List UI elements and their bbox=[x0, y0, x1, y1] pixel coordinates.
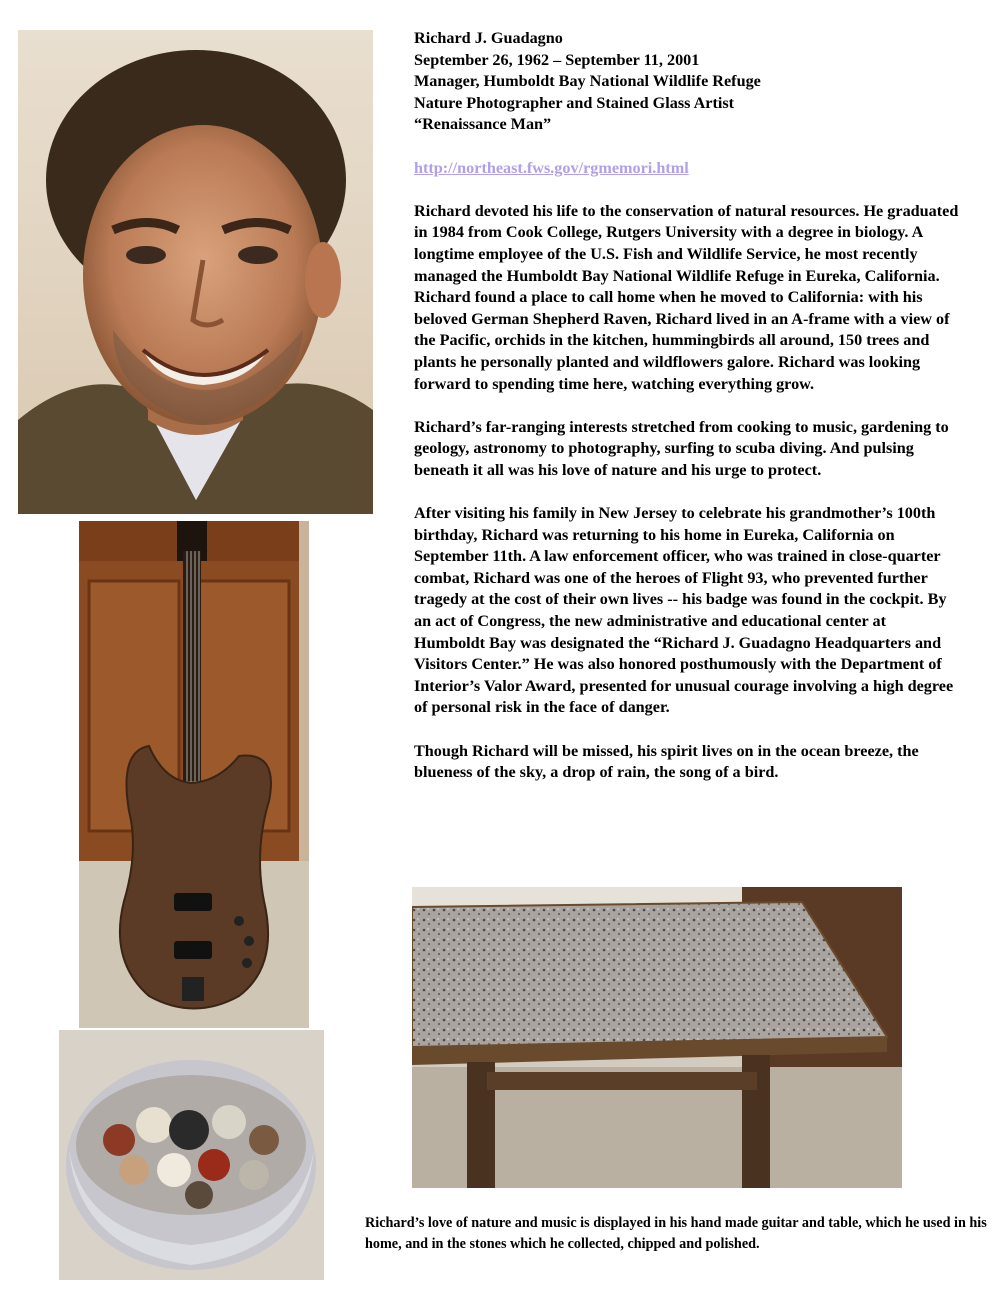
memorial-link[interactable]: http://northeast.fws.gov/rgmemori.html bbox=[414, 158, 689, 177]
paragraph-closing: Though Richard will be missed, his spirit lives on in the ocean breeze, the blueness of the sky, a drop of rain, the song of a bird. bbox=[414, 741, 919, 782]
tile-table-photo bbox=[412, 887, 902, 1188]
bass-guitar-photo bbox=[79, 521, 309, 1028]
person-name: Richard J. Guadagno bbox=[414, 29, 563, 47]
arts-line: Nature Photographer and Stained Glass Artist bbox=[414, 93, 735, 112]
paragraph-conservation: Richard devoted his life to the conservation of natural resources. He graduated in 1984 from Cook College, Rutgers University with a degree in biology. A longtime employee of the U.S. Fish and Wildlife Service, he most recently managed the Humboldt Bay National Wildlife Refuge in Eureka, California. Richard found a place to call home when he moved to California: with his beloved German Shepherd Raven, Richard lived in an A-frame with a view of the Pacific, orchids in the kitchen, hummingbirds all around, 150 trees and plants he personally planted and wildflowers galore. Richard was looking forward to spending time here, watching everything grow. bbox=[414, 201, 959, 393]
job-title: Manager, Humboldt Bay National Wildlife Refuge bbox=[414, 72, 761, 91]
portrait-photo bbox=[18, 30, 373, 514]
life-dates: September 26, 1962 – September 11, 2001 bbox=[414, 50, 700, 69]
stone-bowl-photo bbox=[59, 1030, 324, 1280]
nickname: “Renaissance Man” bbox=[414, 115, 552, 134]
paragraph-flight-93: After visiting his family in New Jersey to celebrate his grandmother’s 100th birthday, Richard was returning to his home in Eureka, California on September 11th. A law enforcement officer, who was trained in close-quarter combat, Richard was one of the heroes of Flight 93, who prevented further tragedy at the cost of their own lives -- his badge was found in the cockpit. By an act of Congress, the new administrative and educational center at Humboldt Bay was designated the “Richard J. Guadagno Headquarters and Visitors Center.” He was also honored posthumously with the Department of Interior’s Valor Award, presented for unusual courage involving a high degree of personal risk in the face of danger. bbox=[414, 504, 954, 717]
photo-caption: Richard’s love of nature and music is displayed in his hand made guitar and table, which he used in his home, and in the stones which he collected, chipped and polished. bbox=[365, 1215, 987, 1252]
paragraph-interests: Richard’s far-ranging interests stretched from cooking to music, gardening to geology, astronomy to photography, surfing to scuba diving. And pulsing beneath it all was his love of nature and his urge to protect. bbox=[414, 417, 949, 479]
header-block bbox=[414, 28, 959, 136]
biography-text-column bbox=[414, 28, 959, 805]
